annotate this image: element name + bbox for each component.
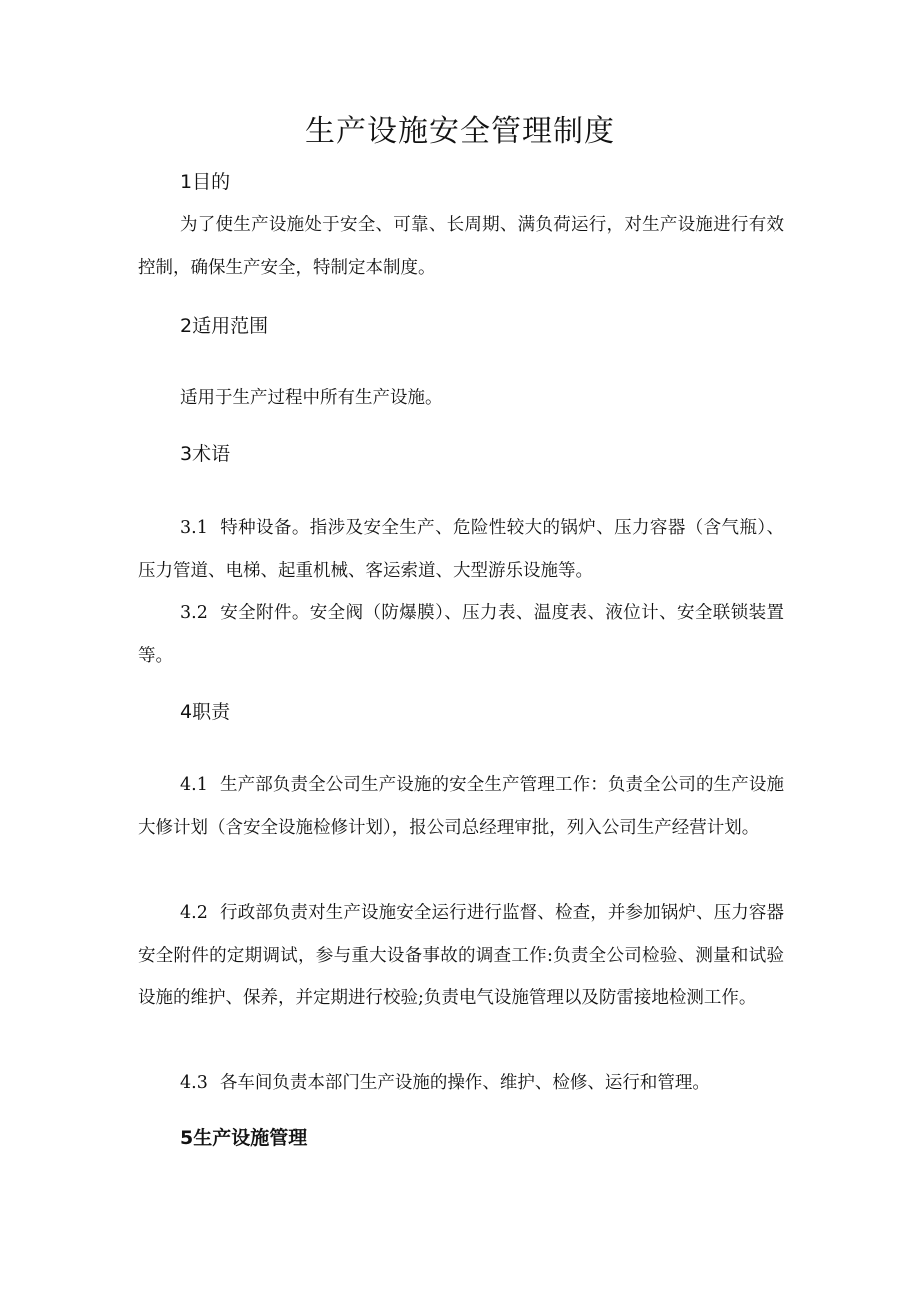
section-heading-scope: 2适用范围 xyxy=(180,315,269,337)
section-heading-responsibilities: 4职责 xyxy=(180,701,231,723)
paragraph-resp-4-2 xyxy=(138,892,784,1020)
paragraph-resp-4-3 xyxy=(138,1062,784,1105)
paragraph-resp-4-1 xyxy=(138,764,784,849)
paragraph-text: 行政部负责对生产设施安全运行进行监督、检查，并参加锅炉、压力容器安全附件的定期调试，参与重大设备事故的调查工作:负责全公司检验、测量和试验设施的维护、保养，并定期进行校验;负责电气设施管理以及防雷接地检测工作。 xyxy=(138,903,784,1008)
section-heading-purpose: 1目的 xyxy=(180,171,231,193)
document-title: 生产设施安全管理制度 xyxy=(305,114,615,149)
paragraph-text: 生产部负责全公司生产设施的安全生产管理工作：负责全公司的生产设施大修计划（含安全设施检修计划），报公司总经理审批，列入公司生产经营计划。 xyxy=(138,775,784,838)
paragraph-purpose xyxy=(138,204,784,289)
clause-number: 4.3 xyxy=(180,1073,208,1093)
clause-number: 4.2 xyxy=(180,903,208,923)
clause-number: 3.2 xyxy=(180,603,208,623)
paragraph-term-3-2 xyxy=(138,592,784,677)
section-heading-facility-management: 5生产设施管理 xyxy=(180,1127,308,1149)
paragraph-text: 适用于生产过程中所有生产设施。 xyxy=(180,388,443,408)
paragraph-text: 为了使生产设施处于安全、可靠、长周期、满负荷运行，对生产设施进行有效控制，确保生产安全，特制定本制度。 xyxy=(138,215,784,278)
paragraph-term-3-1 xyxy=(138,507,784,592)
paragraph-text: 各车间负责本部门生产设施的操作、维护、检修、运行和管理。 xyxy=(219,1073,710,1093)
clause-number: 4.1 xyxy=(180,775,208,795)
clause-number: 3.1 xyxy=(180,518,208,538)
paragraph-text: 特种设备。指涉及安全生产、危险性较大的锅炉、压力容器（含气瓶）、压力管道、电梯、起重机械、客运索道、大型游乐设施等。 xyxy=(138,518,784,581)
paragraph-text: 安全附件。安全阀（防爆膜）、压力表、温度表、液位计、安全联锁装置等。 xyxy=(138,603,784,666)
section-heading-terms: 3术语 xyxy=(180,443,231,465)
paragraph-scope xyxy=(138,377,784,420)
